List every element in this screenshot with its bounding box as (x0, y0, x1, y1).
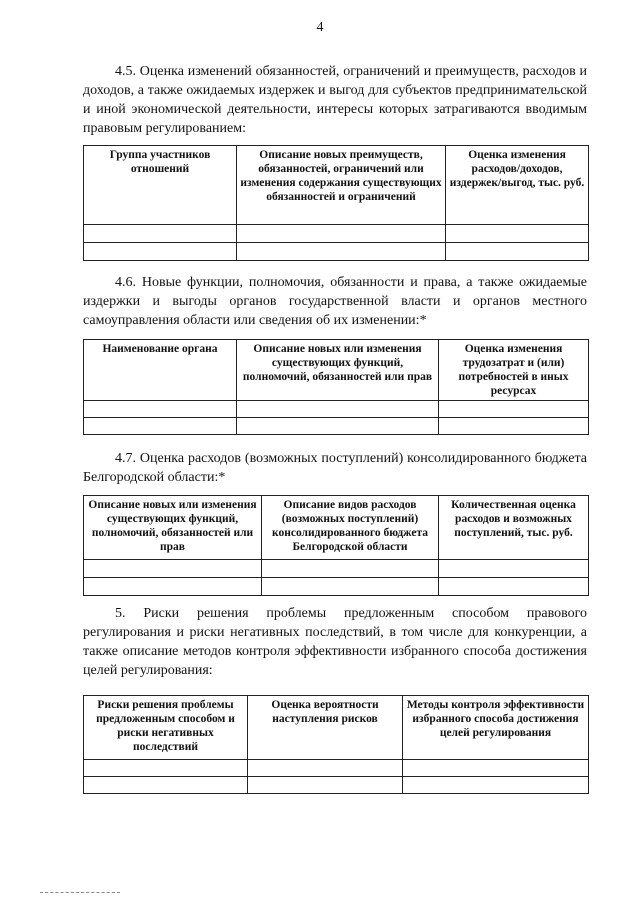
table-header-row (84, 146, 589, 225)
table-header-row (84, 340, 589, 401)
table-header-row (84, 496, 589, 560)
header-cell: Оценка изменения расходов/доходов, издержек/выгод, тыс. руб. (446, 146, 589, 225)
table-row (84, 243, 589, 261)
section-5-text: 5. Риски решения проблемы предложенным способом правового регулирования и риски негативных последствий, в том числе для конкуренции, а также описание методов контроля эффективности избранного способа достижения целей регулирования: (83, 606, 587, 678)
header-cell: Оценка изменения трудозатрат и (или) потребностей в иных ресурсах (439, 340, 589, 401)
section-4-5-text: 4.5. Оценка изменений обязанностей, ограничений и преимуществ, расходов и доходов, а также ожидаемых издержек и выгод для субъектов предпринимательской и иной экономической деятельности, интересы которых затрагиваются вводимым правовым регулированием: (83, 64, 587, 136)
header-cell: Количественная оценка расходов и возможных поступлений, тыс. руб. (439, 496, 589, 560)
header-cell: Наименование органа (84, 340, 237, 401)
table-row (84, 578, 589, 596)
section-4-7-text: 4.7. Оценка расходов (возможных поступлений) консолидированного бюджета Белгородской области:* (83, 451, 587, 485)
table-row (84, 560, 589, 578)
header-cell: Описание новых или изменения существующих функций, полномочий, обязанностей или прав (84, 496, 262, 560)
header-cell: Группа участников отношений (84, 146, 237, 225)
table-row (84, 418, 589, 435)
table-header-row (84, 696, 589, 760)
header-cell: Методы контроля эффективности избранного способа достижения целей регулирования (403, 696, 589, 760)
section-4-5-table (83, 145, 589, 261)
table-row (84, 777, 589, 794)
section-4-6-text: 4.6. Новые функции, полномочия, обязанности и права, а также ожидаемые издержки и выгоды органов государственной власти и органов местного самоуправления области или сведения об их изменении:* (83, 275, 587, 328)
footer-divider (40, 892, 120, 893)
section-4-6-table (83, 339, 589, 435)
header-cell: Описание видов расходов (возможных поступлений) консолидированного бюджета Белгородской области (262, 496, 439, 560)
header-cell: Оценка вероятности наступления рисков (248, 696, 403, 760)
table-row (84, 225, 589, 243)
table-row (84, 760, 589, 777)
header-cell: Описание новых преимуществ, обязанностей, ограничений или изменения содержания существующих обязанностей и ограничений (237, 146, 446, 225)
section-5-table (83, 695, 589, 794)
page-number: 4 (316, 20, 324, 35)
table-row (84, 401, 589, 418)
header-cell: Описание новых или изменения существующих функций, полномочий, обязанностей или прав (237, 340, 439, 401)
header-cell: Риски решения проблемы предложенным способом и риски негативных последствий (84, 696, 248, 760)
section-4-7-table (83, 495, 589, 596)
